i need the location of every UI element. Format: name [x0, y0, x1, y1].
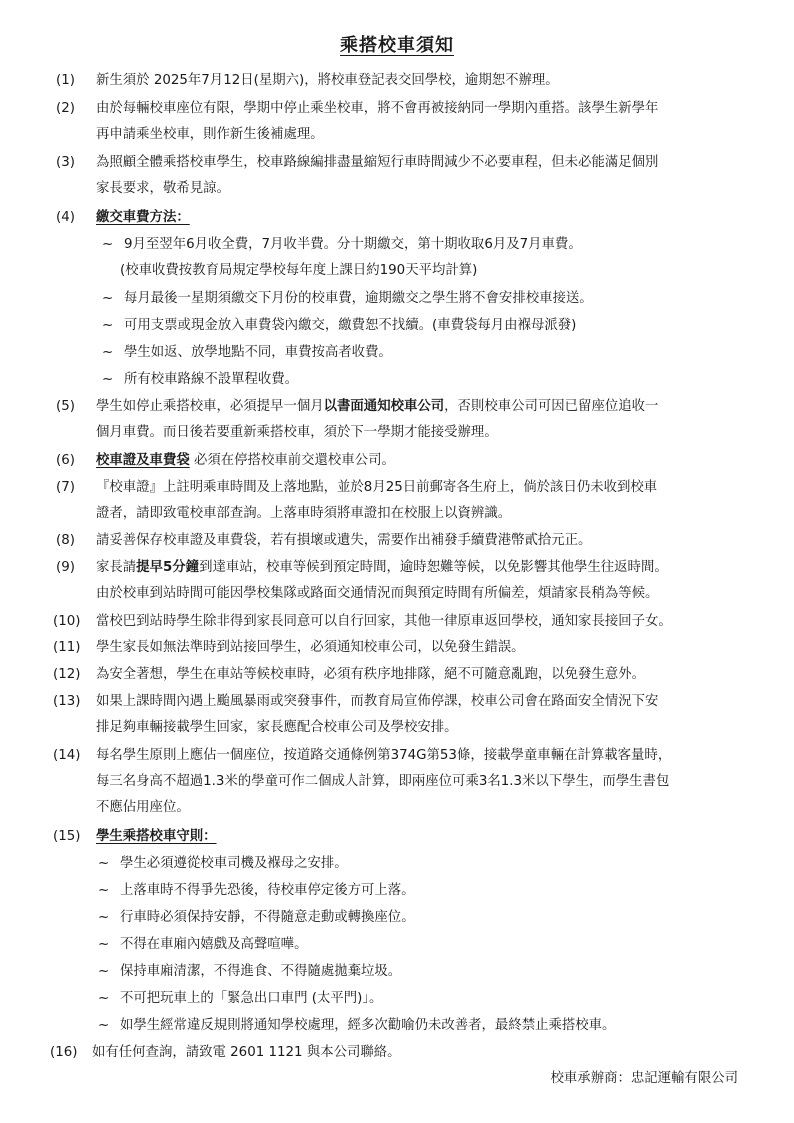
- item-text: 如果上課時間內遇上颱風暴雨或突發事件，而教育局宣佈停課，校車公司會在路面安全情況下安: [96, 694, 659, 709]
- item-text: 學生如停止乘搭校車，必須提早一個月以書面通知校車公司，否則校車公司可因已留座位追收一: [96, 399, 659, 414]
- item-number: (1): [56, 73, 75, 88]
- bullet-text: 如學生經常違反規則將通知學校處理，經多次勸喻仍未改善者，最終禁止乘搭校車。: [120, 1018, 616, 1033]
- item-text: 每名學生原則上應佔一個座位，按道路交通條例第374G第53條，接載學童車輛在計算載客量時，: [96, 748, 672, 763]
- item-text: 校車證及車費袋 必須在停搭校車前交還校車公司。: [96, 453, 395, 468]
- item-text: 排足夠車輛接載學生回家，家長應配合校車公司及學校安排。: [96, 720, 458, 735]
- item-text: 『校車證』上註明乘車時間及上落地點，並於8月25日前郵寄各生府上，倘於該日仍未收到校車: [96, 480, 658, 495]
- bullet-marker: ~: [102, 291, 114, 306]
- item-text: 為安全著想，學生在車站等候校車時，必須有秩序地排隊，絕不可隨意亂跑，以免發生意外。: [96, 667, 646, 682]
- bullet-marker: ~: [98, 910, 110, 925]
- item-number: (15): [53, 829, 81, 844]
- bullet-marker: ~: [102, 237, 114, 252]
- bullet-marker: ~: [98, 964, 110, 979]
- item-number: (10): [53, 614, 81, 629]
- item-text: 家長要求，敬希見諒。: [96, 181, 230, 196]
- item-number: (16): [50, 1045, 78, 1060]
- item-text: 新生須於 2025年7月12日(星期六)，將校車登記表交回學校，逾期恕不辦理。: [96, 73, 559, 88]
- item-text: 個月車費。而日後若要重新乘搭校車，須於下一學期才能接受辦理。: [96, 425, 498, 440]
- item-text: 為照顧全體乘搭校車學生，校車路線編排盡量縮短行車時間減少不必要車程，但未必能滿足個別: [96, 155, 659, 170]
- bullet-text: 每月最後一星期須繳交下月份的校車費，逾期繳交之學生將不會安排校車接送。: [124, 291, 593, 306]
- item-number: (7): [56, 480, 75, 495]
- item-number: (4): [56, 210, 75, 225]
- item-text: 當校巴到站時學生除非得到家長同意可以自行回家，其他一律原車返回學校，通知家長接回子女。: [96, 614, 672, 629]
- item-number: (11): [53, 640, 81, 655]
- item-text: 不應佔用座位。: [96, 800, 190, 815]
- bullet-text: 不得在車廂內嬉戲及高聲喧嘩。: [120, 937, 308, 952]
- item-number: (6): [56, 453, 75, 468]
- item-number: (3): [56, 155, 75, 170]
- bullet-text: 保持車廂清潔，不得進食、不得隨處拋棄垃圾。: [120, 964, 402, 979]
- contractor-signature: 校車承辦商：忠記運輸有限公司: [550, 1071, 738, 1086]
- bullet-text: 行車時必須保持安靜，不得隨意走動或轉換座位。: [120, 910, 415, 925]
- bullet-marker: ~: [102, 318, 114, 333]
- item-text: 證者，請即致電校車部查詢。上落車時須將車證扣在校服上以資辨識。: [96, 506, 512, 521]
- bullet-text: 不可把玩車上的「緊急出口車門 (太平門)」。: [120, 991, 383, 1006]
- item-text: 由於每輛校車座位有限，學期中停止乘坐校車，將不會再被接納同一學期內重搭。該學生新學年: [96, 101, 659, 116]
- item-number: (13): [53, 694, 81, 709]
- bullet-text: 學生必須遵從校車司機及褓母之安排。: [120, 856, 348, 871]
- bullet-marker: ~: [98, 856, 110, 871]
- bullet-marker: ~: [102, 372, 114, 387]
- item-text: 如有任何查詢，請致電 2601 1121 與本公司聯絡。: [92, 1045, 401, 1060]
- bullet-marker: ~: [98, 1018, 110, 1033]
- item-number: (8): [56, 533, 75, 548]
- item-text: 再申請乘坐校車，則作新生後補處理。: [96, 127, 324, 142]
- item-text: 由於校車到站時間可能因學校集隊或路面交通情況而與預定時間有所偏差，煩請家長稍為等候。: [96, 586, 659, 601]
- page-title: 乘搭校車須知: [340, 35, 454, 56]
- bullet-marker: ~: [102, 345, 114, 360]
- item-text: 每三名身高不超過1.3米的學童可作二個成人計算，即兩座位可乘3名1.3米以下學生，而學生書包: [96, 774, 670, 789]
- section-heading: 學生乘搭校車守則：: [96, 829, 217, 844]
- item-text: 學生家長如無法準時到站接回學生，必須通知校車公司，以免發生錯誤。: [96, 640, 525, 655]
- bullet-marker: ~: [98, 937, 110, 952]
- item-text: 請妥善保存校車證及車費袋，若有損壞或遺失，需要作出補發手續費港幣貳拾元正。: [96, 533, 592, 548]
- section-heading: 繳交車費方法：: [96, 210, 190, 225]
- item-number: (5): [56, 399, 75, 414]
- bullet-text: 上落車時不得爭先恐後，待校車停定後方可上落。: [120, 883, 415, 898]
- item-number: (14): [53, 748, 81, 763]
- bullet-marker: ~: [98, 883, 110, 898]
- item-number: (2): [56, 101, 75, 116]
- bullet-text: (校車收費按教育局規定學校每年度上課日約190天平均計算): [120, 263, 478, 278]
- item-text: 家長請提早5分鐘到達車站，校車等候到預定時間，逾時恕難等候，以免影響其他學生往返時間。: [96, 560, 668, 575]
- bullet-marker: ~: [98, 991, 110, 1006]
- item-number: (9): [56, 560, 75, 575]
- bullet-text: 學生如返、放學地點不同，車費按高者收費。: [124, 345, 392, 360]
- bullet-text: 可用支票或現金放入車費袋內繳交，繳費恕不找續。(車費袋每月由褓母派發): [124, 318, 577, 333]
- bullet-text: 所有校車路線不設單程收費。: [124, 372, 299, 387]
- item-number: (12): [53, 667, 81, 682]
- bullet-text: 9月至翌年6月收全費，7月收半費。分十期繳交，第十期收取6月及7月車費。: [124, 237, 582, 252]
